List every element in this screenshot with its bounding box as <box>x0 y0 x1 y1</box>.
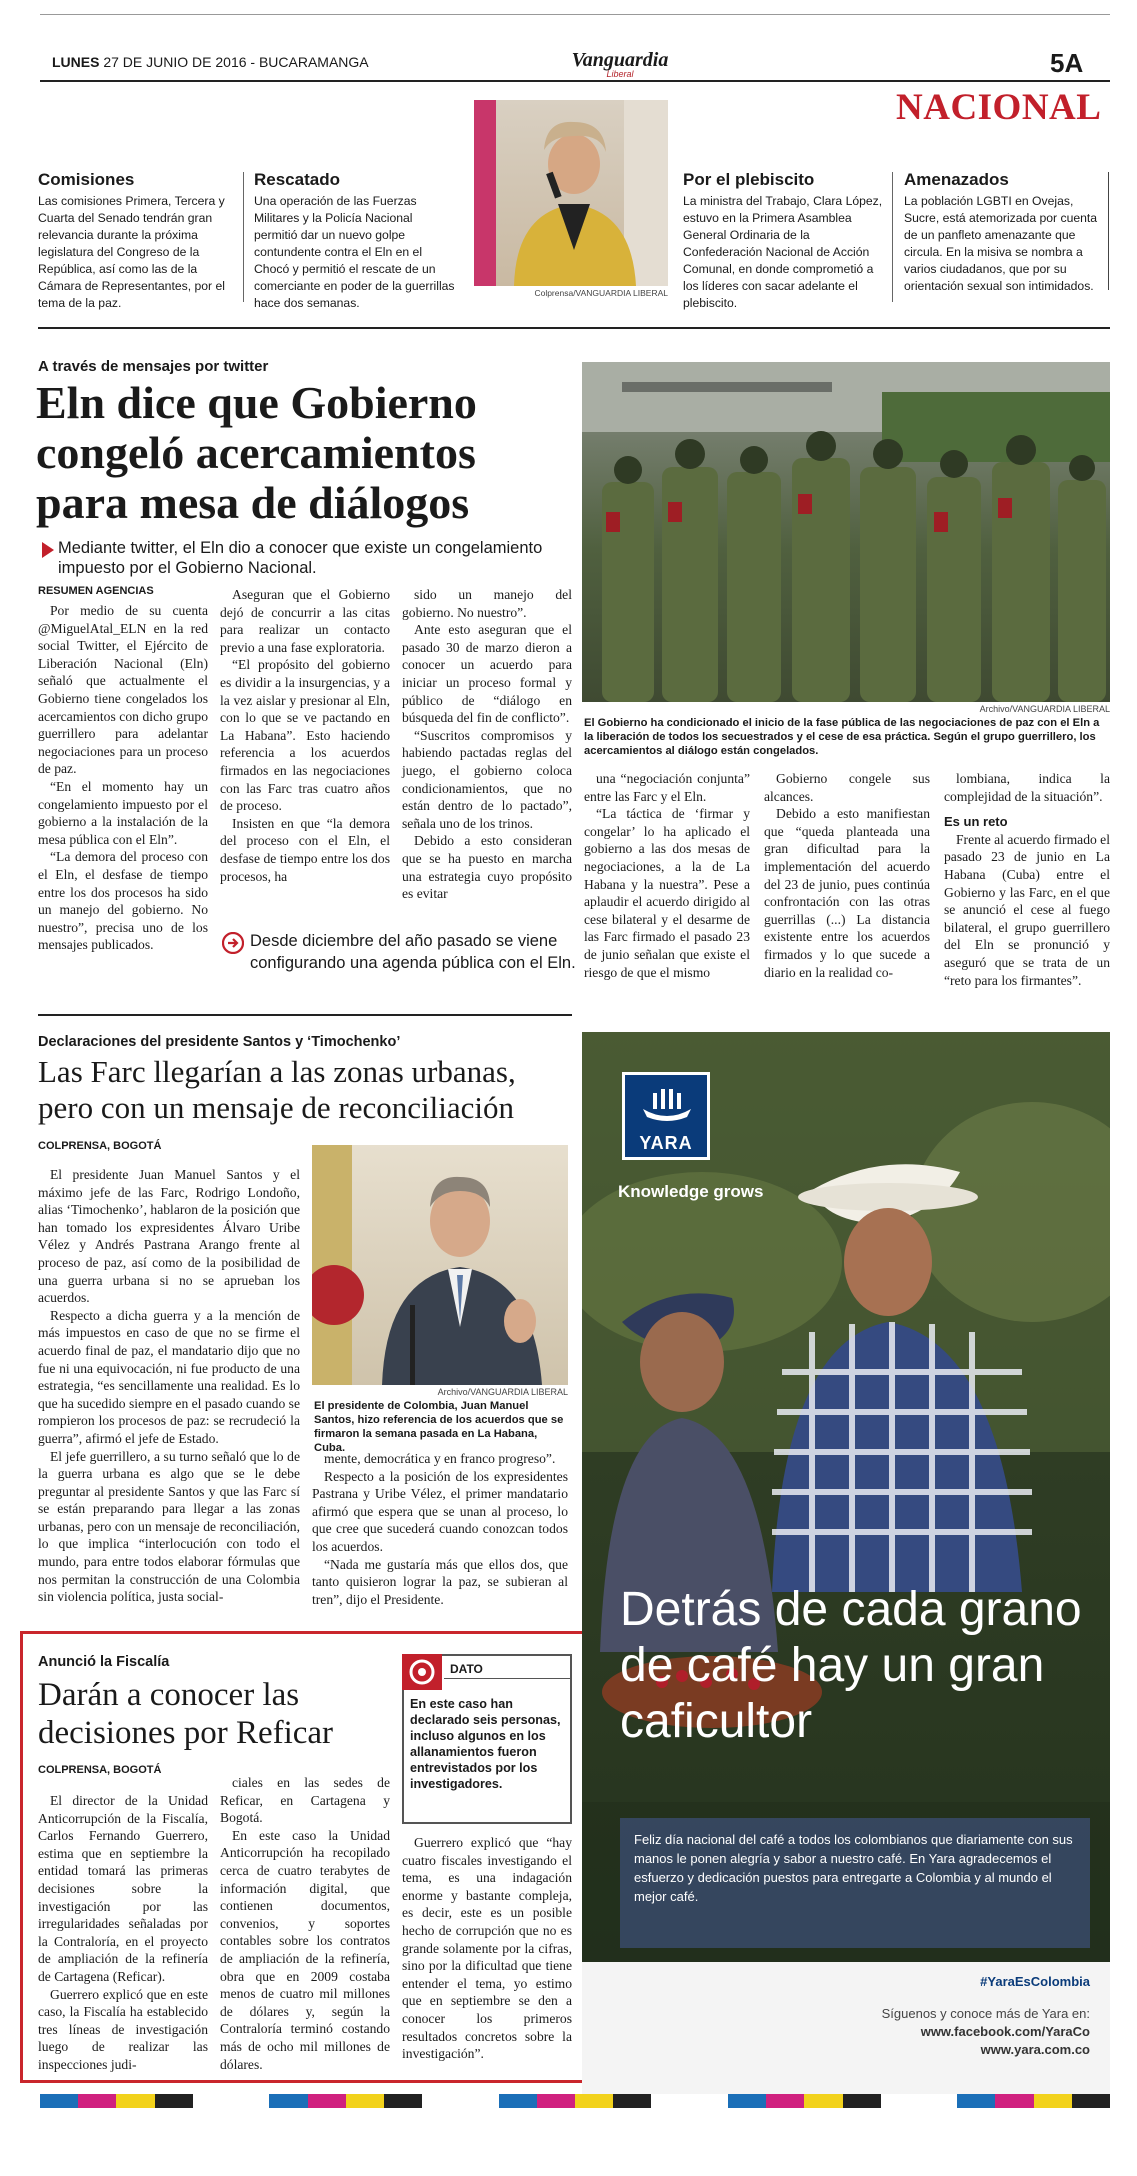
farc-kicker: Declaraciones del presidente Santos y ‘Timochenko’ <box>38 1034 401 1050</box>
print-color-bar <box>40 2094 1110 2108</box>
yara-body: Feliz día nacional del café a todos los colombianos que diariamente con sus manos le ponen alegría y sabor a nuestro café. En Yara agradecemos el esfuerzo y dedicación puestos para entregarte a Colombia y al mundo el mejor café. <box>634 1832 1073 1904</box>
yara-hashtag: #YaraEsColombia <box>980 1974 1090 1989</box>
farc-col-2: mente, democrática y en franco progreso”. Respecto a la posición de los expresidentes Pastrana y Uribe Vélez, el primer mandatario afirmó que espera que se unan al proceso, lo que cree que sucederá cuando conozcan todos los acuerdos. “Nada me gustaría más que ellos dos, que tanto quisieron lograr la paz, se subieran al tren”, dijo el Presidente. <box>312 1451 568 1607</box>
top-hairline <box>40 14 1110 15</box>
eln-col-3: sido un manejo del gobierno. No nuestro”. Ante esto aseguran que el pasado 30 de marzo dieron a conocer un acuerdo para iniciar un proceso formal y público de “diálogo en búsqueda del fin de conflicto”. “Suscritos compromisos y habiendo pactadas reglas del juego, el gobierno coloca condicionamientos, que no están dentro de lo pactado”, señala uno de los trinos. Debido a esto consideran que se ha puesto en marcha una estrategia cuyo propósito es evitar <box>402 587 572 902</box>
pullquote-arrow-icon <box>222 932 244 954</box>
reficar-col-1: El director de la Unidad Anticorrupción de la Fiscalía, Carlos Fernando Guerrero, estima que en septiembre la entidad tomará las primeras decisiones sobre la investigación por las irregularidades señaladas por la Contraloría, en el proyecto de ampliación de la refinería de Cartagena (Reficar). Guerrero explicó que en este caso, la Fiscalía ha establecido tres líneas de investigación luego de realizar las inspecciones judi- <box>38 1793 208 2072</box>
reficar-headline: Darán a conocer las decisiones por Reficar <box>38 1677 334 1751</box>
minister-portrait-illustration <box>474 100 668 286</box>
brief-divider <box>892 172 893 302</box>
eln-photo-credit: Archivo/VANGUARDIA LIBERAL <box>979 704 1110 714</box>
farc-byline: COLPRENSA, BOGOTÁ <box>38 1140 162 1152</box>
reficar-kicker: Anunció la Fiscalía <box>38 1654 170 1670</box>
farc-photo-credit: Archivo/VANGUARDIA LIBERAL <box>437 1387 568 1397</box>
section-rule <box>38 1014 572 1016</box>
yara-logo-text: YARA <box>639 1133 693 1153</box>
eln-col-2: Aseguran que el Gobierno dejó de concurrir a las citas para realizar un contacto previo a una fase exploratoria. “El propósito del gobierno es dividir a la insurgencias, y a la vez aislar y presionar al Eln, con lo que se ve pactando en La Habana”. Esto haciendo referencia a los acuerdos firmados en las negociaciones con las Farc tras cuatro años de proceso. Insisten en que “la demora del proceso con el Eln, el desfase de tiempo entre los dos procesos, ha <box>220 587 390 884</box>
reficar-byline: COLPRENSA, BOGOTÁ <box>38 1764 162 1776</box>
dato-rule <box>444 1678 570 1679</box>
page-number: 5A <box>1050 48 1084 78</box>
yara-logo <box>622 1072 710 1160</box>
eln-col-5: Gobierno congele sus alcances. Debido a esto manifiestan que “queda planteada una gran dificultad para la implementación del acuerdo del 23 de junio, pues continúa confrontación con las otras guerrillas (...) La distancia existente entre los acuerdos firmados y lo que sucede a diario en la realidad co- <box>764 771 930 980</box>
eln-kicker: A través de mensajes por twitter <box>38 358 269 375</box>
brief-amenazados: Amenazados La población LGBTI en Ovejas, Sucre, está atemorizada por cuenta de un panfleto amenazante que circula. En la misiva se nombra a varios ciudadanos, que por su orientación sexual son intimidados. <box>904 170 1098 293</box>
yara-follow: Síguenos y conoce más de Yara en: <box>881 2006 1090 2021</box>
date-line: LUNES 27 DE JUNIO DE 2016 - BUCARAMANGA <box>52 54 369 70</box>
eln-subhead: Es un reto <box>944 814 1008 830</box>
top-photo-credit: Colprensa/VANGUARDIA LIBERAL <box>534 288 668 298</box>
brief-comisiones: Comisiones Las comisiones Primera, Tercera y Cuarta del Senado tendrán gran relevancia durante la próxima legislatura del Congreso de la República, así como las de la Cámara de Representantes, por el tema de la paz. <box>38 170 225 310</box>
viking-ship-icon <box>639 1083 695 1127</box>
yara-advertisement <box>582 1032 1110 2100</box>
farc-photo-caption: El presidente de Colombia, Juan Manuel Santos, hizo referencia de los acuerdos que se firmaron la semana pasada en La Habana, Cuba. <box>314 1400 564 1454</box>
eln-deck: Mediante twitter, el Eln dio a conocer que existe un congelamiento impuesto por el Gobierno Nacional. <box>58 539 543 577</box>
photo-eln-guerrillas <box>582 362 1110 702</box>
eln-col-4: una “negociación conjunta” entre las Farc y el Eln. “La táctica de ‘firmar y congelar’ lo ha aplicado el gobierno a las dos mesas de negociaciones, a la de La Habana y la nuestra”. Pese a aplaudir el acuerdo dirigido al cese bilateral y el desarme de las Farc firmado el pasado 23 de junio señalan que existe el riesgo de que el mismo <box>584 771 750 980</box>
photo-clara-lopez <box>474 100 668 286</box>
dato-icon <box>402 1654 442 1690</box>
section-rule <box>38 327 1110 329</box>
masthead-logo: Vanguardia Liberal <box>571 49 669 79</box>
dato-box <box>402 1654 572 1824</box>
dato-label: DATO <box>450 1662 483 1676</box>
eln-col-6: lombiana, indica la complejidad de la situación”. Es un reto Frente al acuerdo firmado el pasado 23 de junio en La Habana (Cuba) entre el Gobierno y las Farc, en el que se anunció el cese al fuego bilateral, el grupo guerrillero del Eln se pronunció y aseguró que se trata de un “reto para los firmantes”. <box>944 771 1110 988</box>
guerrilla-formation-illustration <box>582 362 1110 702</box>
farc-col-1: El presidente Juan Manuel Santos y el máximo jefe de las Farc, Rodrigo Londoño, alias ‘Timochenko’, hablaron de la posición que han tomado los expresidentes Álvaro Uribe Vélez y Andrés Pastrana Arango frente al proceso de paz, así como de la posibilidad de una guerra urbana si no se aprueban los acuerdos. Respecto a dicha guerra y a la mención de más impuestos en caso de que no se firme el acuerdo final de paz, el mandatario dijo que no fue ni una equivocación, ni fue producto de una estrategia, “es sencillamente una realidad. Es lo que ha sucedido siempre en el pasado cuando se rompieron los procesos de paz: se recrudeció la guerra”, afirmó el jefe de Estado. El jefe guerrillero, a su turno señaló que lo de la guerra urbana es algo que se le debe preguntar al presidente Santos y que las Farc sí se están preparando para llegar a las zonas urbanas, pero con un mensaje de reconciliación, lo que implica “interlocución con todo el mundo, para entre todos elaborar fórmulas que nos permitan la construcción de una Colombia sin violencia política, justa social- <box>38 1167 300 1605</box>
section-title: NACIONAL <box>896 87 1102 128</box>
president-speaking-illustration <box>312 1145 568 1385</box>
eln-headline: Eln dice que Gobierno congeló acercamientos para mesa de diálogos <box>36 377 477 528</box>
brief-plebiscito: Por el plebiscito La ministra del Trabajo, Clara López, estuvo en la Primera Asamblea General Ordinaria de la Confederación Nacional de Acción Comunal, en donde comprometió a los líderes con sacar adelante el plebiscito. <box>683 170 883 310</box>
brief-divider <box>243 172 244 302</box>
reficar-col-2: ciales en las sedes de Reficar, en Cartagena y Bogotá. En este caso la Unidad Anticorrupción ha recopilado cerca de cuatro terabytes de información digital, que contienen documentos, convenios, y soportes contables sobre los contratos de ampliación de la refinería, obra que en 2009 costaba menos de cuatro mil millones de dólares y, según la Contraloría terminó costando más de ocho mil millones de dólares. <box>220 1775 390 2072</box>
eln-pullquote: Desde diciembre del año pasado se viene configurando una agenda pública con el Eln. <box>250 932 576 972</box>
eln-byline: RESUMEN AGENCIAS <box>38 585 154 597</box>
yara-tagline: Knowledge grows <box>618 1182 764 1201</box>
brief-rescatado: Rescatado Una operación de las Fuerzas Militares y la Policía Nacional permitió dar un nuevo golpe contundente contra el Eln en el Chocó y permitió el rescate de un comerciante en poder de la guerrillas hace dos semanas. <box>254 170 455 310</box>
header-rule <box>40 80 1110 82</box>
yara-website: www.yara.com.co <box>980 2042 1090 2057</box>
yara-headline: Detrás de cada grano de café hay un gran caficultor <box>620 1583 1082 1748</box>
eln-photo-caption: El Gobierno ha condicionado el inicio de la fase pública de las negociaciones de paz con el Eln a la liberación de todos los secuestrados y el cese de esa práctica. Según el grupo guerrillero, los acercamientos al diálogo están congelados. <box>584 717 1100 757</box>
yara-facebook: www.facebook.com/YaraCo <box>920 2024 1090 2039</box>
brief-edge <box>1108 172 1109 290</box>
farc-headline: Las Farc llegarían a las zonas urbanas, pero con un mensaje de reconciliación <box>38 1054 516 1125</box>
deck-arrow-icon <box>40 541 56 559</box>
dato-text: En este caso han declarado seis personas, incluso algunos en los allanamientos fueron entrevistados por los investigadores. <box>410 1697 561 1791</box>
reficar-col-3: Guerrero explicó que “hay cuatro fiscales investigando el tema, es una indagación enorme y bastante compleja, es decir, este es un posible hecho de corrupción que no es grande solamente por la cifras, sino por la dificultad que tiene entender el tema, yo estimo que en septiembre se den a conocer los primeros resultados concretos sobre la investigación”. <box>402 1835 572 2062</box>
eln-col-1: Por medio de su cuenta @MiguelAtal_ELN en la red social Twitter, el Ejército de Liberación Nacional (Eln) señaló que actualmente el Gobierno tiene congelados los acercamientos con dicho grupo guerrillero para adelantar negociaciones para un proceso de paz. “En el momento hay un congelamiento impuesto por el gobierno a la instalación de la mesa pública con el Eln”. “La demora del proceso con el Eln, el desfase de tiempo entre los dos procesos ha sido un manejo del gobierno. No nuestro”, precisa uno de los mensajes publicados. <box>38 603 208 953</box>
photo-santos <box>312 1145 568 1385</box>
